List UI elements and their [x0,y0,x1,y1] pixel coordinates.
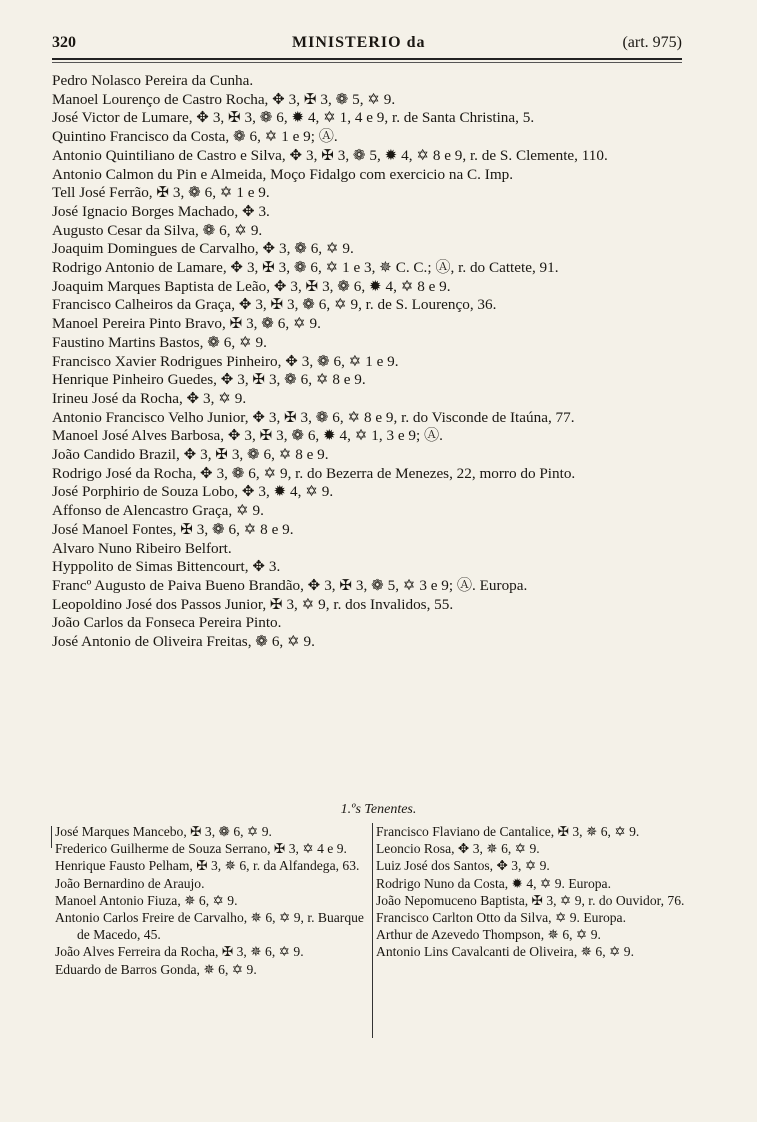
list-item: Antonio Calmon du Pin e Almeida, Moço Fidalgo com exercicio na C. Imp. [52,165,514,183]
list-item: Antonio Quintiliano de Castro e Silva, ✥ 3, ✠ 3, ❁ 5, ✹ 4, ✡ 8 e 9, r. de S. Clemente, 110. [52,146,608,164]
list-item: José Antonio de Oliveira Freitas, ❁ 6, ✡ 9. [52,633,315,651]
list-item: João Nepomuceno Baptista, ✠ 3, ✡ 9, r. do Ouvidor, 76. [376,892,685,908]
list-item: Leopoldino José dos Passos Junior, ✠ 3, ✡ 9, r. dos Invalidos, 55. [52,595,454,613]
list-item: José Porphirio de Souza Lobo, ✥ 3, ✹ 4, ✡ 9. [52,483,334,501]
list-item: Manoel Antonio Fiuza, ✵ 6, ✡ 9. [55,892,238,908]
list-item: Manoel Pereira Pinto Bravo, ✠ 3, ❁ 6, ✡ 9. [52,315,321,333]
list-item: Affonso de Alencastro Graça, ✡ 9. [52,502,264,520]
list-item: Antonio Francisco Velho Junior, ✥ 3, ✠ 3, ❁ 6, ✡ 8 e 9, r. do Visconde de Itaúna, 77. [52,408,575,426]
list-item: Tell José Ferrão, ✠ 3, ❁ 6, ✡ 1 e 9. [52,184,270,202]
list-item: Francisco Xavier Rodrigues Pinheiro, ✥ 3, ❁ 6, ✡ 1 e 9. [52,352,399,370]
list-item: José Marques Mancebo, ✠ 3, ❁ 6, ✡ 9. [55,824,272,839]
list-item: Henrique Pinheiro Guedes, ✥ 3, ✠ 3, ❁ 6, ✡ 8 e 9. [52,371,366,389]
list-item: Faustino Martins Bastos, ❁ 6, ✡ 9. [52,333,267,351]
list-item: João Bernardino de Araujo. [55,875,205,891]
running-title: MINISTERIO da [292,34,426,51]
list-item: Quintino Francisco da Costa, ❁ 6, ✡ 1 e 9; Ⓐ. [52,128,338,146]
column-rule [51,826,52,848]
list-item: Pedro Nolasco Pereira da Cunha. [52,72,254,89]
list-item: Manoel José Alves Barbosa, ✥ 3, ✠ 3, ❁ 6, ✹ 4, ✡ 1, 3 e 9; Ⓐ. [52,427,443,445]
list-item: Francº Augusto de Paiva Bueno Brandão, ✥ 3, ✠ 3, ❁ 5, ✡ 3 e 9; Ⓐ. Europa. [52,576,528,594]
list-item: Rodrigo José da Rocha, ✥ 3, ❁ 6, ✡ 9, r. do Bezerra de Menezes, 22, morro do Pinto. [52,464,576,482]
list-item: Francisco Calheiros da Graça, ✥ 3, ✠ 3, ❁ 6, ✡ 9, r. de S. Lourenço, 36. [52,296,497,314]
list-item: João Candido Brazil, ✥ 3, ✠ 3, ❁ 6, ✡ 8 e 9. [52,446,329,464]
list-item: Luiz José dos Santos, ✥ 3, ✡ 9. [376,858,550,874]
section-heading: 1.ºs Tenentes. [340,802,417,817]
list-item: Augusto Cesar da Silva, ❁ 6, ✡ 9. [52,221,263,239]
officer-list [52,72,682,652]
article-reference: (art. 975) [622,34,682,51]
page-header [52,32,682,60]
list-item: José Manoel Fontes, ✠ 3, ❁ 6, ✡ 8 e 9. [52,520,294,538]
list-item: Francisco Flaviano de Cantalice, ✠ 3, ✵ 6, ✡ 9. [376,824,640,839]
list-item: Leoncio Rosa, ✥ 3, ✵ 6, ✡ 9. [376,841,540,857]
list-item: Henrique Fausto Pelham, ✠ 3, ✵ 6, r. da Alfandega, 63. [55,858,360,874]
list-item: José Ignacio Borges Machado, ✥ 3. [52,202,270,220]
list-item: Irineu José da Rocha, ✥ 3, ✡ 9. [52,389,247,407]
list-item: Joaquim Marques Baptista de Leão, ✥ 3, ✠ 3, ❁ 6, ✹ 4, ✡ 8 e 9. [52,277,451,295]
list-item: Francisco Carlton Otto da Silva, ✡ 9. Europa. [376,910,626,926]
list-item: Eduardo de Barros Gonda, ✵ 6, ✡ 9. [55,961,257,977]
right-column [372,823,688,1038]
list-item: José Victor de Lumare, ✥ 3, ✠ 3, ❁ 6, ✹ 4, ✡ 1, 4 e 9, r. de Santa Christina, 5. [52,109,535,127]
list-item: Manoel Lourenço de Castro Rocha, ✥ 3, ✠ 3, ❁ 5, ✡ 9. [52,90,396,108]
left-column [55,823,365,978]
list-item: Frederico Guilherme de Souza Serrano, ✠ 3, ✡ 4 e 9. [55,841,347,857]
list-item: Alvaro Nuno Ribeiro Belfort. [52,539,232,557]
list-item: João Alves Ferreira da Rocha, ✠ 3, ✵ 6, ✡ 9. [55,944,304,960]
list-item: Arthur de Azevedo Thompson, ✵ 6, ✡ 9. [376,927,601,943]
page-number: 320 [52,34,76,51]
list-item: Antonio Carlos Freire de Carvalho, ✵ 6, ✡ 9, r. Buarque de Macedo, 45. [55,910,364,943]
list-item: Rodrigo Antonio de Lamare, ✥ 3, ✠ 3, ❁ 6, ✡ 1 e 3, ✵ C. C.; Ⓐ, r. do Cattete, 91. [52,259,559,277]
list-item: Rodrigo Nuno da Costa, ✹ 4, ✡ 9. Europa. [376,875,611,891]
header-rule [52,62,682,63]
list-item: Antonio Lins Cavalcanti de Oliveira, ✵ 6, ✡ 9. [376,944,634,960]
list-item: Hyppolito de Simas Bittencourt, ✥ 3. [52,558,281,576]
list-item: João Carlos da Fonseca Pereira Pinto. [52,614,282,632]
list-item: Joaquim Domingues de Carvalho, ✥ 3, ❁ 6, ✡ 9. [52,240,354,258]
